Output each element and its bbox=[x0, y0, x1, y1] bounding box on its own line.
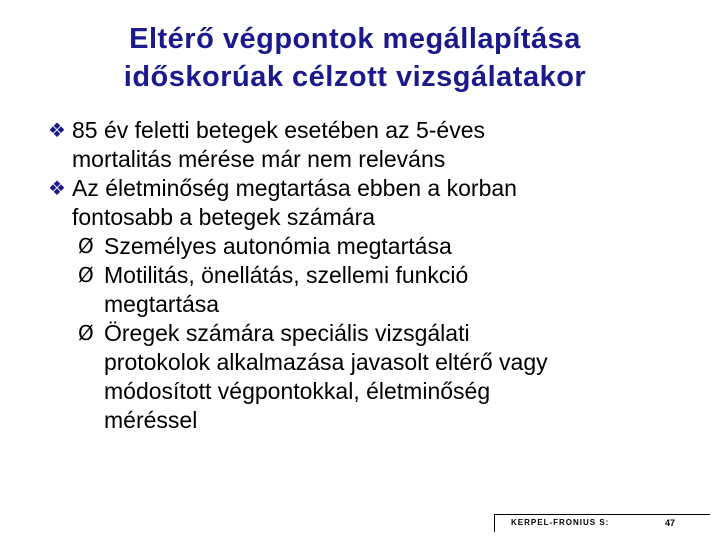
subbullet-text-line: Öregek számára speciális vizsgálati bbox=[104, 320, 470, 346]
slide-title-line-2: időskorúak célzott vizsgálatakor bbox=[123, 61, 587, 93]
subbullet-text-line: Személyes autonómia megtartása bbox=[104, 233, 452, 259]
subbullet-text-line: Motilitás, önellátás, szellemi funkció bbox=[104, 262, 469, 288]
subbullet-text-line: protokolok alkalmazása javasolt eltérő vagy bbox=[104, 349, 548, 375]
subbullet-item bbox=[48, 232, 708, 261]
subbullet-text-line: méréssel bbox=[104, 407, 198, 433]
arrow-bullet-icon: Ø bbox=[78, 263, 94, 287]
bullet-text-line: 85 év feletti betegek esetében az 5-éves bbox=[72, 117, 486, 143]
page-number: 47 bbox=[665, 518, 676, 528]
slide-title bbox=[0, 20, 710, 96]
slide-title-line-1: Eltérő végpontok megállapítása bbox=[129, 23, 581, 55]
arrow-bullet-icon: Ø bbox=[78, 321, 94, 345]
bullet-item bbox=[48, 116, 708, 174]
bullet-text-line: fontosabb a betegek számára bbox=[72, 204, 376, 230]
diamond-bullet-icon: ❖ bbox=[48, 176, 66, 200]
subbullet-text-line: módosított végpontokkal, életminőség bbox=[104, 378, 491, 404]
bullet-text-line: Az életminőség megtartása ebben a korban bbox=[72, 175, 517, 201]
subbullet-item bbox=[48, 319, 708, 435]
subbullet-text-line: megtartása bbox=[104, 291, 220, 317]
arrow-bullet-icon: Ø bbox=[78, 234, 94, 258]
subbullet-item bbox=[48, 261, 708, 319]
footer-author: KERPEL-FRONIUS S: bbox=[511, 518, 610, 527]
slide-footer bbox=[494, 514, 710, 532]
bullet-item bbox=[48, 174, 708, 232]
bullet-list bbox=[48, 116, 708, 435]
bullet-text-line: mortalitás mérése már nem releváns bbox=[72, 146, 446, 172]
diamond-bullet-icon: ❖ bbox=[48, 118, 66, 142]
